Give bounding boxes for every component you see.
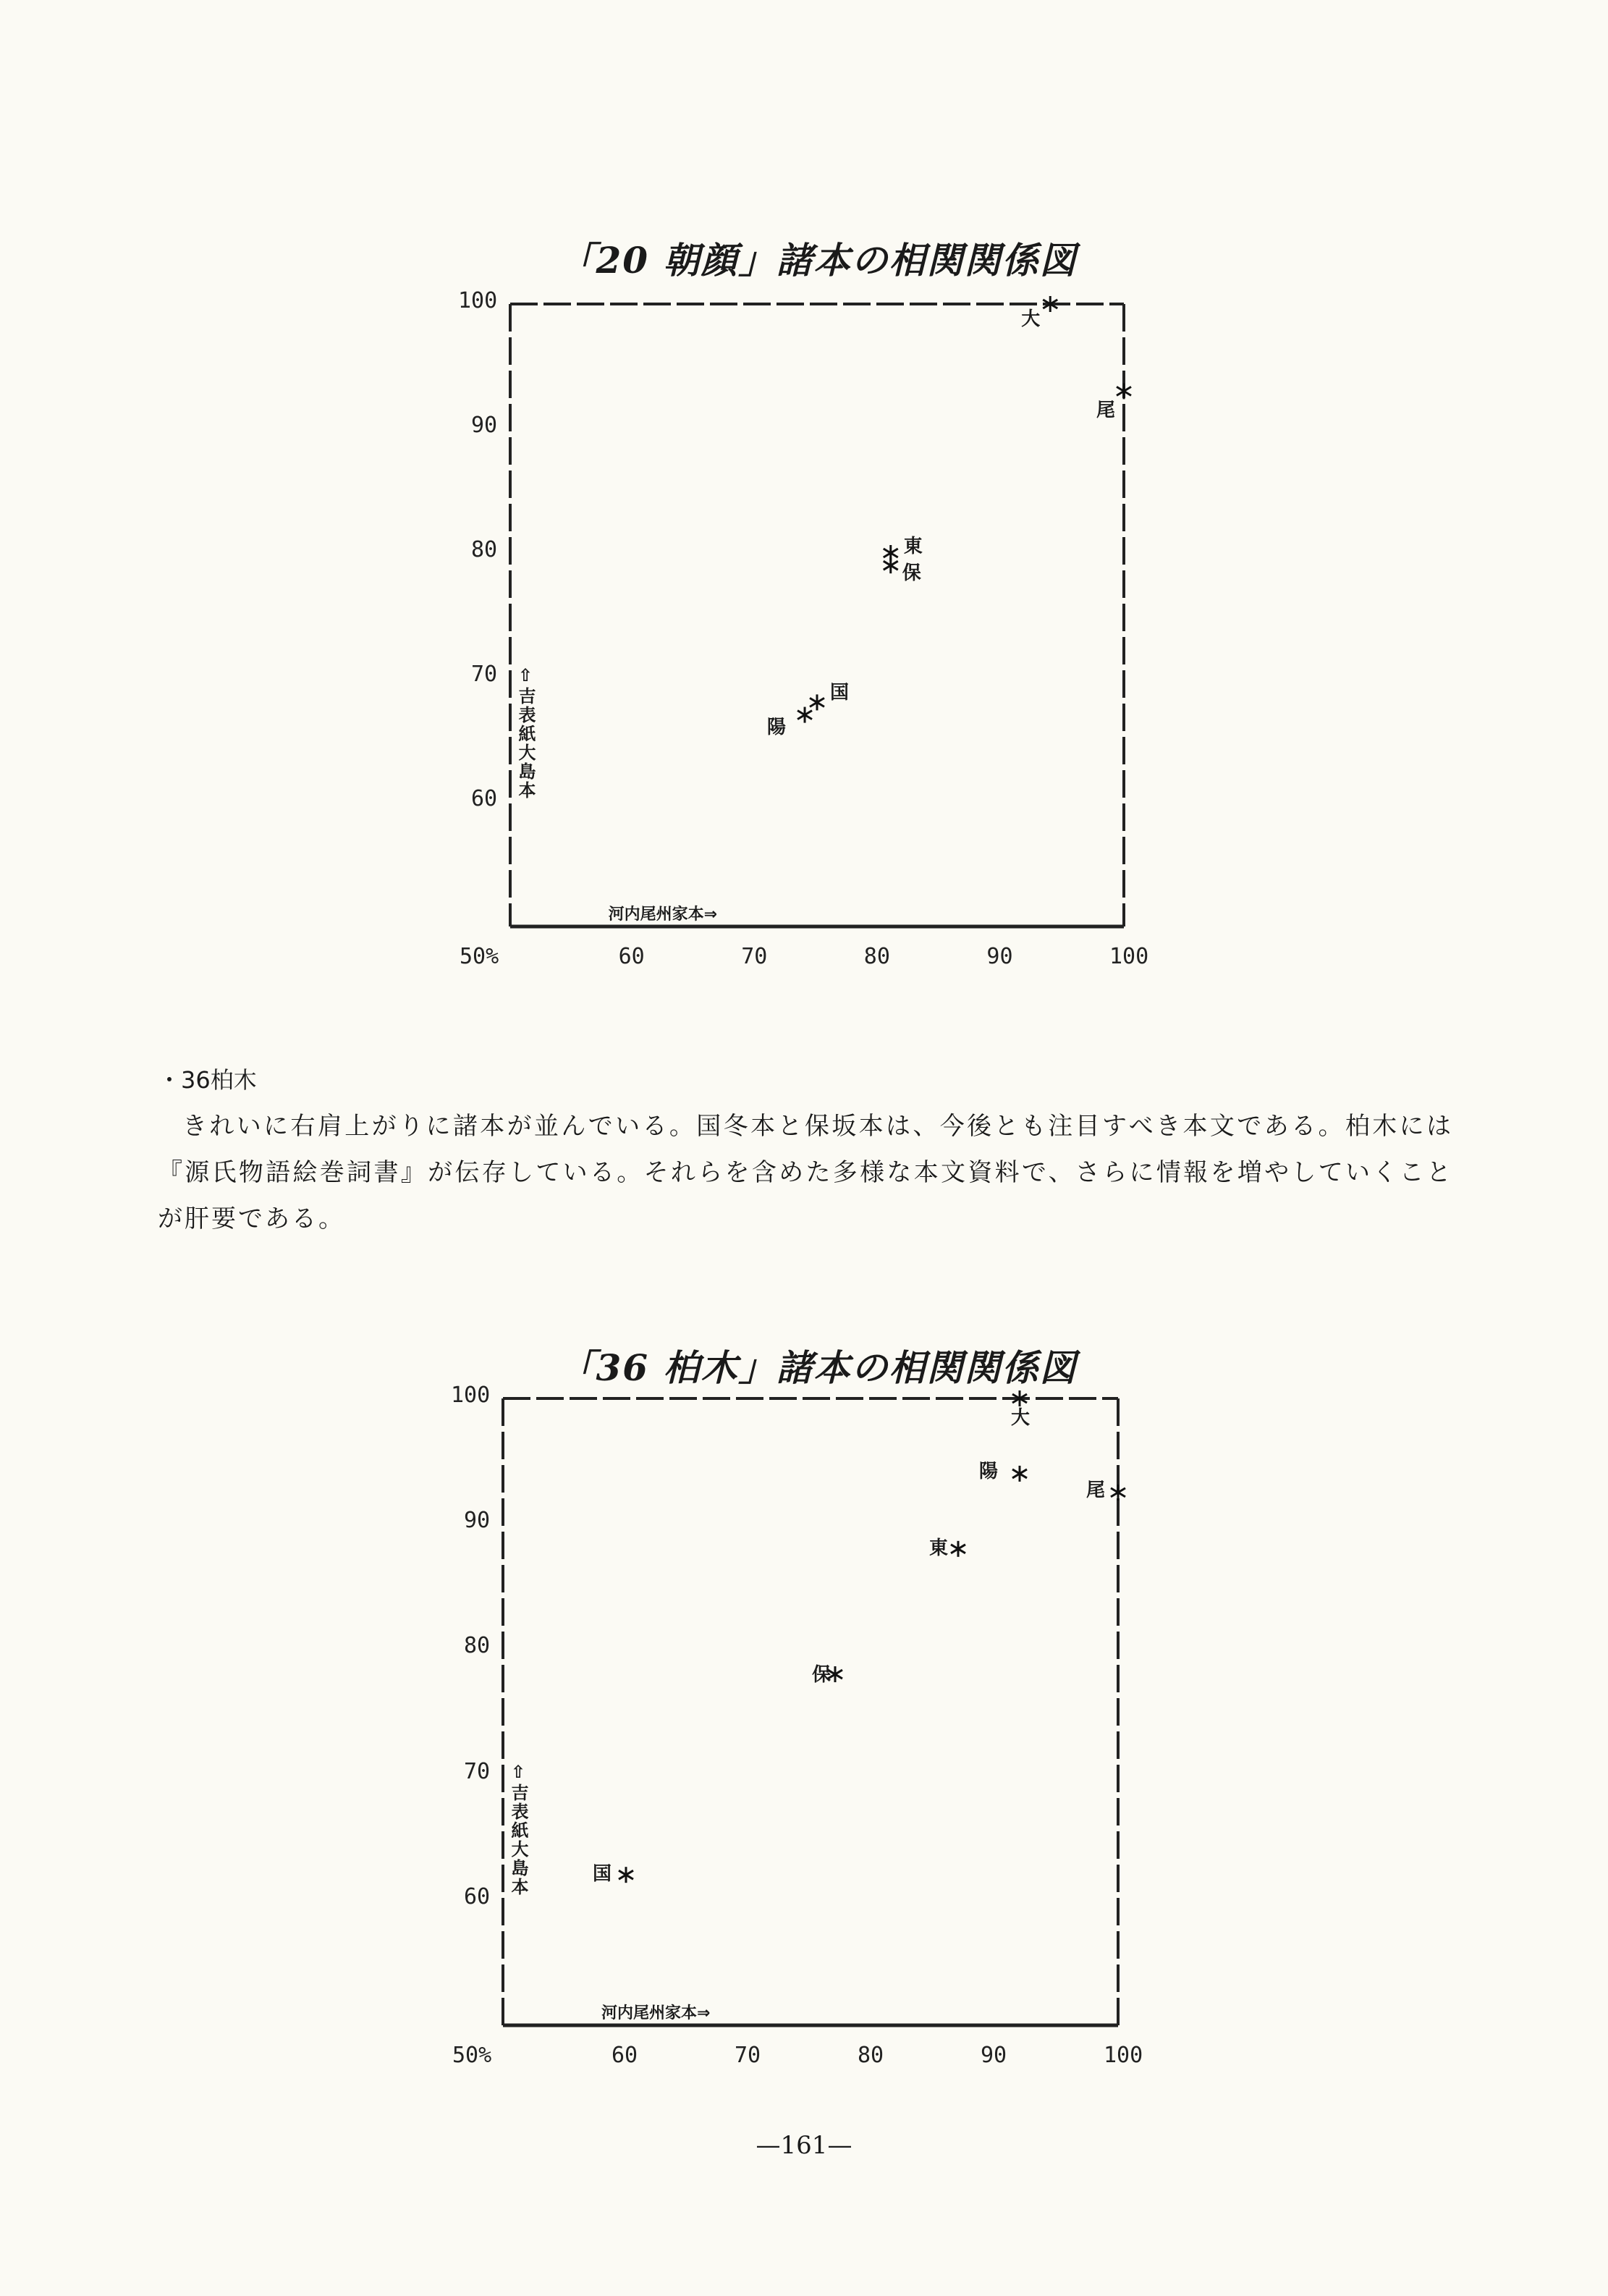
y-tick-label: 90 (471, 413, 498, 438)
plot-area (405, 1339, 1201, 2099)
plot-area (405, 232, 1201, 992)
x-axis-note: 河内尾州家本⇒ (601, 2004, 711, 2022)
data-point (810, 694, 824, 710)
x-tick-label: 90 (986, 944, 1013, 969)
y-tick-label: 100 (451, 1383, 491, 1408)
x-tick-label: 90 (981, 2043, 1007, 2068)
scatter-chart-kashiwagi (405, 1339, 1201, 2099)
y-tick-label: 100 (458, 288, 498, 313)
section-kashiwagi (158, 1057, 1453, 1242)
y-tick-label: 90 (464, 1508, 491, 1534)
section-heading: ・36柏木 (158, 1066, 257, 1094)
point-label: 国 (830, 682, 850, 704)
chart-title: 「36 柏木」諸本の相関関係図 (558, 1346, 1078, 1389)
data-point (1012, 1466, 1027, 1482)
x-tick-label: 70 (741, 944, 768, 969)
x-tick-label: 50% (452, 2043, 492, 2068)
x-axis-note: 河内尾州家本⇒ (608, 906, 718, 924)
point-label: 尾 (1086, 1479, 1106, 1501)
chart-title: 「20 朝顔」諸本の相関関係図 (558, 239, 1078, 282)
y-tick-label: 70 (464, 1758, 491, 1784)
x-tick-label: 70 (735, 2043, 761, 2068)
data-point (951, 1541, 965, 1557)
x-tick-label: 100 (1104, 2043, 1143, 2068)
y-tick-label: 70 (471, 662, 498, 687)
data-point (1117, 383, 1131, 399)
point-label: 東 (929, 1537, 949, 1559)
x-tick-label: 80 (858, 2043, 884, 2068)
data-point (619, 1867, 633, 1883)
point-label: 保 (902, 562, 921, 585)
point-label: 大 (1021, 308, 1041, 330)
point-label: 尾 (1096, 400, 1116, 422)
point-label: 保 (812, 1664, 831, 1687)
y-tick-label: 80 (471, 537, 498, 562)
y-tick-label: 60 (471, 786, 498, 811)
y-tick-label: 60 (464, 1883, 491, 1909)
point-label: 陽 (979, 1460, 999, 1482)
x-tick-label: 80 (863, 944, 890, 969)
point-label: 陽 (767, 716, 787, 738)
y-axis-note: ⇧吉表紙大島本 (515, 664, 536, 800)
x-tick-label: 100 (1109, 944, 1149, 969)
data-point (797, 707, 812, 723)
point-label: 国 (593, 1863, 612, 1886)
point-label: 東 (903, 536, 923, 557)
scatter-chart-asagao (405, 232, 1201, 992)
x-tick-label: 60 (612, 2043, 638, 2068)
y-tick-label: 80 (464, 1633, 491, 1659)
y-axis-note: ⇧吉表紙大島本 (508, 1762, 528, 1897)
data-point (1111, 1485, 1125, 1501)
page-number: —161— (756, 2131, 852, 2160)
x-tick-label: 60 (618, 944, 645, 969)
data-point (884, 557, 898, 573)
x-tick-label: 50% (460, 944, 499, 969)
point-label: 大 (1011, 1407, 1031, 1429)
section-body: きれいに右肩上がりに諸本が並んでいる。国冬本と保坂本は、今後とも注目すべき本文である。柏木には『源氏物語絵巻詞書』が伝存している。それらを含めた多様な本文資料で、さらに情報を増やしていくことが肝要である。 (158, 1112, 1453, 1233)
